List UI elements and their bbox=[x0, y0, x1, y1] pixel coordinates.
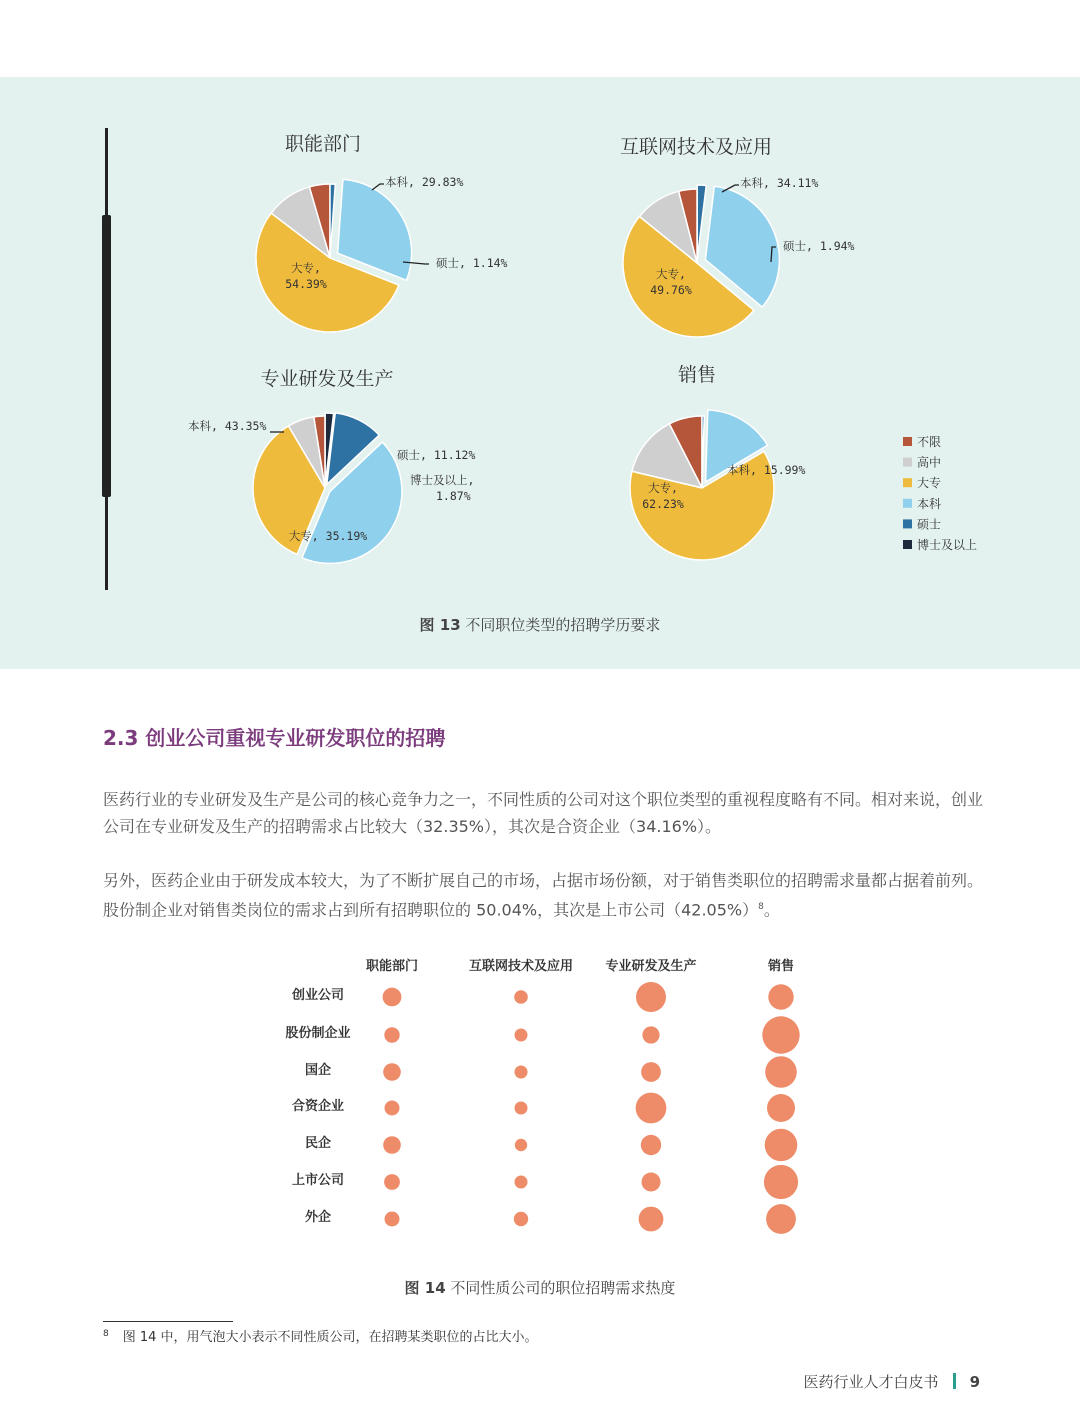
pie-legend bbox=[903, 435, 977, 552]
footer-title: 医药行业人才白皮书 bbox=[803, 1373, 939, 1391]
page-footer bbox=[804, 1371, 980, 1392]
pie-data-label: 本科, 29.83% bbox=[385, 175, 464, 189]
footnote-text: 图 14 中，用气泡大小表示不同性质公司，在招聘某类职位的占比大小。 bbox=[122, 1330, 538, 1345]
bubble-row-label: 合资企业 bbox=[291, 1099, 345, 1114]
bubble bbox=[515, 1139, 527, 1151]
paragraph-2-end: 。 bbox=[763, 900, 780, 920]
bubble-column-label: 专业研发及生产 bbox=[605, 959, 697, 974]
bubble-row-label: 股份制企业 bbox=[285, 1026, 351, 1041]
footnote bbox=[103, 1326, 538, 1345]
legend-swatch bbox=[903, 478, 912, 487]
pie-data-label: 大专, bbox=[291, 261, 321, 275]
footnote-number: 8 bbox=[103, 1328, 109, 1339]
pie-title: 互联网技术及应用 bbox=[619, 136, 773, 158]
section-title: 2.3 创业公司重视专业研发职位的招聘 bbox=[103, 726, 446, 750]
pie-data-label-value: 49.76% bbox=[650, 283, 692, 297]
pie-data-label-value: 62.23% bbox=[642, 497, 684, 511]
paragraph-2-text: 另外，医药企业由于研发成本较大，为了不断扩展自己的市场，占据市场份额，对于销售类职位的招聘需求量都占据着前列。股份制企业对销售类岗位的需求占到所有招聘职位的 50.04%，其次是上市公司（42.05%） bbox=[103, 871, 984, 920]
bubble-column-label: 销售 bbox=[767, 959, 795, 974]
paragraph-1: 医药行业的专业研发及生产是公司的核心竞争力之一，不同性质的公司对这个职位类型的重视程度略有不同。相对来说，创业公司在专业研发及生产的招聘需求占比较大（32.35%），其次是合资企业（34.16%）。 bbox=[103, 790, 984, 836]
figure-14-text: 不同性质公司的职位招聘需求热度 bbox=[445, 1279, 676, 1297]
bubble bbox=[642, 1173, 661, 1192]
bubble bbox=[765, 1056, 797, 1088]
footnote-divider bbox=[103, 1321, 233, 1322]
pie-data-label: 本科, 15.99% bbox=[727, 463, 806, 477]
bubble-column-label: 职能部门 bbox=[365, 959, 419, 974]
pie-data-label: 本科, 34.11% bbox=[740, 176, 819, 190]
figure-14-caption bbox=[0, 1277, 1080, 1298]
bubble bbox=[762, 1016, 799, 1053]
bubble bbox=[636, 1093, 667, 1124]
pie-chart-1 bbox=[256, 133, 508, 332]
bubble bbox=[515, 1102, 528, 1115]
page-number: 9 bbox=[969, 1373, 980, 1391]
bubble bbox=[384, 1174, 400, 1190]
legend-label: 不限 bbox=[917, 435, 942, 449]
figure-13-number: 图 13 bbox=[419, 616, 461, 634]
legend-swatch bbox=[903, 519, 912, 528]
legend-label: 本科 bbox=[917, 496, 942, 511]
bubble bbox=[641, 1062, 661, 1082]
pie-slice bbox=[330, 184, 335, 258]
bubble bbox=[764, 1165, 798, 1199]
bubble bbox=[767, 1094, 795, 1122]
bubble bbox=[768, 984, 793, 1009]
pie-data-label: 硕士, 1.14% bbox=[436, 256, 508, 270]
bubble bbox=[385, 1101, 400, 1116]
pie-title: 专业研发及生产 bbox=[260, 368, 394, 390]
pie-data-label-value: 1.87% bbox=[436, 489, 471, 503]
pie-chart-4 bbox=[630, 364, 805, 560]
pie-title: 职能部门 bbox=[284, 133, 362, 155]
legend-label: 硕士 bbox=[917, 517, 942, 532]
pie-slice bbox=[702, 416, 704, 488]
bubble bbox=[636, 982, 666, 1012]
bubble bbox=[383, 988, 402, 1007]
bubble bbox=[766, 1204, 796, 1234]
pie-chart-3 bbox=[188, 368, 475, 563]
bubble-row-label: 外企 bbox=[304, 1210, 332, 1225]
bubble bbox=[514, 990, 528, 1004]
bubble-row-label: 国企 bbox=[304, 1063, 332, 1078]
bubble-column-label: 互联网技术及应用 bbox=[468, 959, 574, 974]
pie-data-label: 大专, bbox=[648, 481, 678, 495]
footer-separator bbox=[953, 1373, 956, 1389]
pie-slice bbox=[697, 185, 706, 259]
pie-data-label: 大专, bbox=[656, 267, 686, 281]
legend-label: 高中 bbox=[917, 455, 942, 470]
footnote-ref[interactable]: 8 bbox=[758, 902, 764, 912]
pie-data-label: 本科, 43.35% bbox=[188, 419, 267, 433]
bubble bbox=[514, 1212, 528, 1226]
label-leader-line bbox=[372, 184, 384, 190]
bubble-row-label: 上市公司 bbox=[291, 1173, 345, 1188]
pie-data-label: 大专, 35.19% bbox=[288, 529, 368, 543]
legend-swatch bbox=[903, 499, 912, 508]
pie-data-label-value: 54.39% bbox=[285, 277, 327, 291]
paragraph-2 bbox=[103, 867, 993, 923]
bubble bbox=[641, 1135, 661, 1155]
pie-chart-2 bbox=[620, 136, 855, 337]
bubble bbox=[384, 1027, 399, 1042]
pie-title: 销售 bbox=[677, 364, 717, 386]
legend-swatch bbox=[903, 540, 912, 549]
legend-label: 博士及以上 bbox=[917, 538, 978, 552]
bubble bbox=[639, 1207, 664, 1232]
bubble bbox=[515, 1029, 528, 1042]
bubble bbox=[383, 1063, 401, 1081]
legend-label: 大专 bbox=[917, 476, 942, 491]
bubble bbox=[515, 1176, 528, 1189]
legend-swatch bbox=[903, 437, 912, 446]
bubble bbox=[383, 1136, 401, 1154]
bubble-row-label: 创业公司 bbox=[291, 988, 345, 1003]
pie-charts bbox=[0, 0, 1080, 670]
bubble bbox=[385, 1212, 400, 1227]
bubble bbox=[642, 1026, 659, 1043]
bubble bbox=[515, 1066, 528, 1079]
figure-13-text: 不同职位类型的招聘学历要求 bbox=[460, 616, 661, 634]
pie-data-label: 博士及以上, bbox=[410, 473, 475, 487]
pie-data-label: 硕士, 11.12% bbox=[397, 448, 476, 462]
bubble-row-label: 民企 bbox=[304, 1136, 332, 1151]
bubble bbox=[765, 1129, 798, 1162]
legend-swatch bbox=[903, 458, 912, 467]
pie-data-label: 硕士, 1.94% bbox=[783, 239, 855, 253]
figure-13-caption bbox=[0, 614, 1080, 635]
figure-14-number: 图 14 bbox=[404, 1279, 446, 1297]
